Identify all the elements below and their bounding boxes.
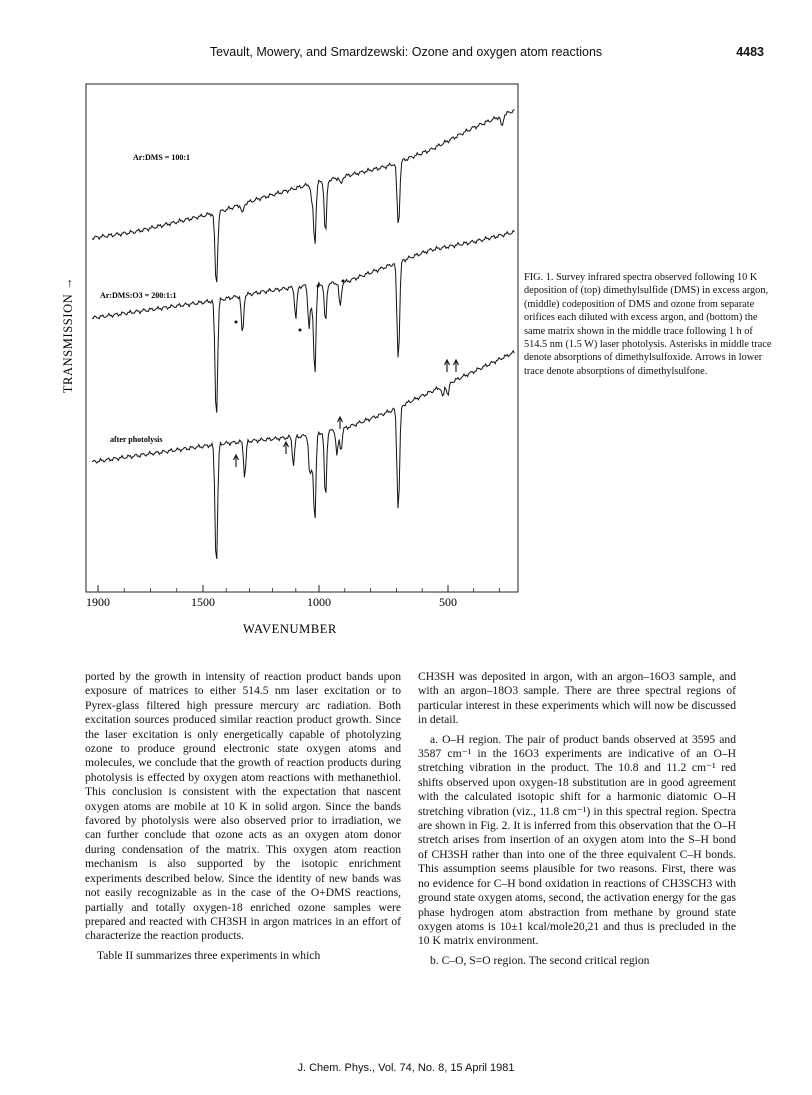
- x-tick-label-500: 500: [439, 595, 457, 609]
- right-column: [418, 670, 736, 973]
- journal-footer: J. Chem. Phys., Vol. 74, No. 8, 15 April 1981: [297, 1062, 515, 1074]
- asterisk-marker-3: [317, 285, 320, 288]
- right-paragraph-2: a. O–H region. The pair of product bands observed at 3595 and 3587 cm⁻¹ in the 16O3 experiments are indicative of an O–H stretching vibration in the product. The 10.8 and 11.2 cm⁻¹ red shifts observed upon oxygen-18 substitution are in good agreement with the calculated isotopic shift for a harmonic diatomic O–H stretching vibration (viz., 11.8 cm⁻¹) in this spectral region. Spectra are shown in Fig. 2. It is inferred from this observation that the O–H stretch arises from insertion of an oxygen atom into the S–H bond of CH3SH rather than into one of the three equivalent C–H bonds. This assumption seems plausible for two reasons. First, there was no evidence for C–H bond oxidation in reactions of CH3SCH3 with ground state oxygen atoms, second, the activation energy for the gas phase hydrogen atom abstraction from methane by ground state oxygen atoms is 10±1 kcal/mole20,21 and thus is precluded in the 10 K matrix environment.: [418, 732, 736, 948]
- y-axis-title: TRANSMISSION →: [61, 276, 75, 394]
- running-title: Tevault, Mowery, and Smardzewski: Ozone and oxygen atom reactions: [209, 45, 603, 59]
- x-tick-label-1900: 1900: [86, 595, 110, 609]
- page-number: 4483: [736, 45, 764, 59]
- arrow-marker-5: [454, 360, 459, 372]
- asterisk-marker-2: [299, 329, 302, 332]
- arrow-marker-4: [445, 360, 450, 372]
- asterisk-marker-4: [342, 280, 345, 283]
- left-paragraph-1: ported by the growth in intensity of reaction product bands upon exposure of matrices to either 514.5 nm laser excitation or to Pyrex-glass filtered high pressure mercury arc radiation. Both excitation sources produced similar reaction product growth. Since the laser excitation is only energetically capable of photolyzing ozone to produce ground electronic state oxygen atoms and molecules, we conclude that the growth of reaction products during photolysis is effected by oxygen atom reactions with methanethiol. This conclusion is consistent with the expectation that nascent oxygen atoms are mobile at 10 K in solid argon. Since the bands favored by photolysis were also observed prior to irradiation, we can further conclude that ozone acts as an oxygen atom donor during condensation of the matrix. This oxygen atom reaction mechanism is also supported by the isotopic enrichment experiments described below. Since the identity of new bands was not easily recognizable as in the case of the O+DMS reactions, partially and totally oxygen-18 enriched ozone samples were prepared and reacted with CH3SH in argon matrices in an effort of characterize the reaction products.: [85, 670, 401, 943]
- x-axis-title: WAVENUMBER: [243, 622, 337, 636]
- x-tick-label-1500: 1500: [191, 595, 215, 609]
- right-paragraph-1: CH3SH was deposited in argon, with an argon–16O3 sample, and with an argon–18O3 sample. There are three spectral regions of particular interest in these experiments which will now be discussed in detail.: [418, 670, 736, 727]
- spectrum-traces: [92, 110, 514, 559]
- arrow-marker-3: [338, 417, 343, 429]
- asterisk-marker-1: [235, 321, 238, 324]
- trace-label-top: Ar:DMS = 100:1: [133, 153, 190, 162]
- spectrum-trace-1: [92, 110, 514, 282]
- x-tick-label-1000: 1000: [307, 595, 331, 609]
- trace-label-bottom: after photolysis: [110, 435, 163, 444]
- figure-caption: FIG. 1. Survey infrared spectra observed following 10 K deposition of (top) dimethylsulfide (DMS) in excess argon, (middle) codeposition of DMS and ozone from separate orifices each diluted with excess argon, and (bottom) the same matrix shown in the middle trace following 1 h of 514.5 nm (1.5 W) laser photolysis. Asterisks in middle trace denote absorptions of dimethylsulfoxide. Arrows in lower trace denote absorptions of dimethylsulfone.: [524, 272, 772, 377]
- left-paragraph-2: Table II summarizes three experiments in which: [97, 948, 321, 962]
- right-paragraph-3: b. C–O, S=O region. The second critical region: [430, 953, 650, 967]
- spectrum-trace-3: [92, 351, 514, 559]
- arrow-marker-1: [234, 455, 239, 467]
- arrow-marker-2: [284, 442, 289, 454]
- x-axis-ticks: [98, 585, 499, 592]
- left-column: [85, 670, 401, 968]
- spectrum-trace-2: [92, 231, 514, 413]
- trace-label-middle: Ar:DMS:O3 = 200:1:1: [100, 291, 177, 300]
